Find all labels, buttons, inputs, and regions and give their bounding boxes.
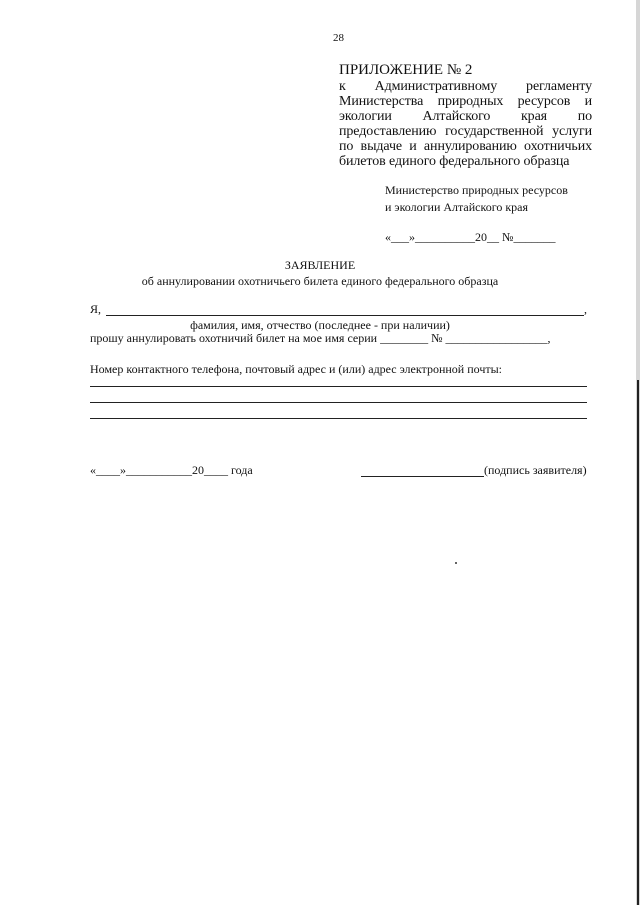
registration-date-number: «___»__________20__ №_______: [385, 230, 556, 244]
applicant-name-line: [106, 315, 584, 316]
contact-line-2: [90, 402, 587, 403]
signature-line: [361, 476, 484, 477]
appendix-title: ПРИЛОЖЕНИЕ № 2: [339, 62, 473, 78]
appendix-header: [339, 62, 592, 169]
contact-line-3: [90, 418, 587, 419]
applicant-comma: ,: [584, 302, 587, 316]
page-number: 28: [333, 32, 344, 44]
statement-subtitle: об аннулировании охотничьего билета единого федерального образца: [141, 274, 499, 288]
request-text: прошу аннулировать охотничий билет на мое имя серии ________ № _________________,: [90, 331, 551, 345]
contact-line-1: [90, 386, 587, 387]
statement-title: ЗАЯВЛЕНИЕ: [284, 258, 356, 272]
addressee-line-1: Министерство природных ресурсов: [385, 183, 568, 197]
footer-date: «____»___________20____ года: [90, 463, 253, 477]
appendix-text: к Административному регламенту Министерства природных ресурсов и экологии Алтайского края по предоставлению государственной услуги по выдаче и аннулированию охотничьих билетов единого федерального образца: [339, 79, 592, 169]
scan-speck: [455, 562, 457, 564]
addressee-block: [385, 182, 568, 216]
name-field-caption: фамилия, имя, отчество (последнее - при наличии): [190, 318, 450, 332]
applicant-prefix: Я,: [90, 302, 102, 316]
addressee-line-2: и экологии Алтайского края: [385, 200, 529, 214]
scan-edge-shadow: [637, 380, 639, 905]
signature-caption: (подпись заявителя): [484, 463, 587, 477]
contact-label: Номер контактного телефона, почтовый адрес и (или) адрес электронной почты:: [90, 362, 502, 376]
